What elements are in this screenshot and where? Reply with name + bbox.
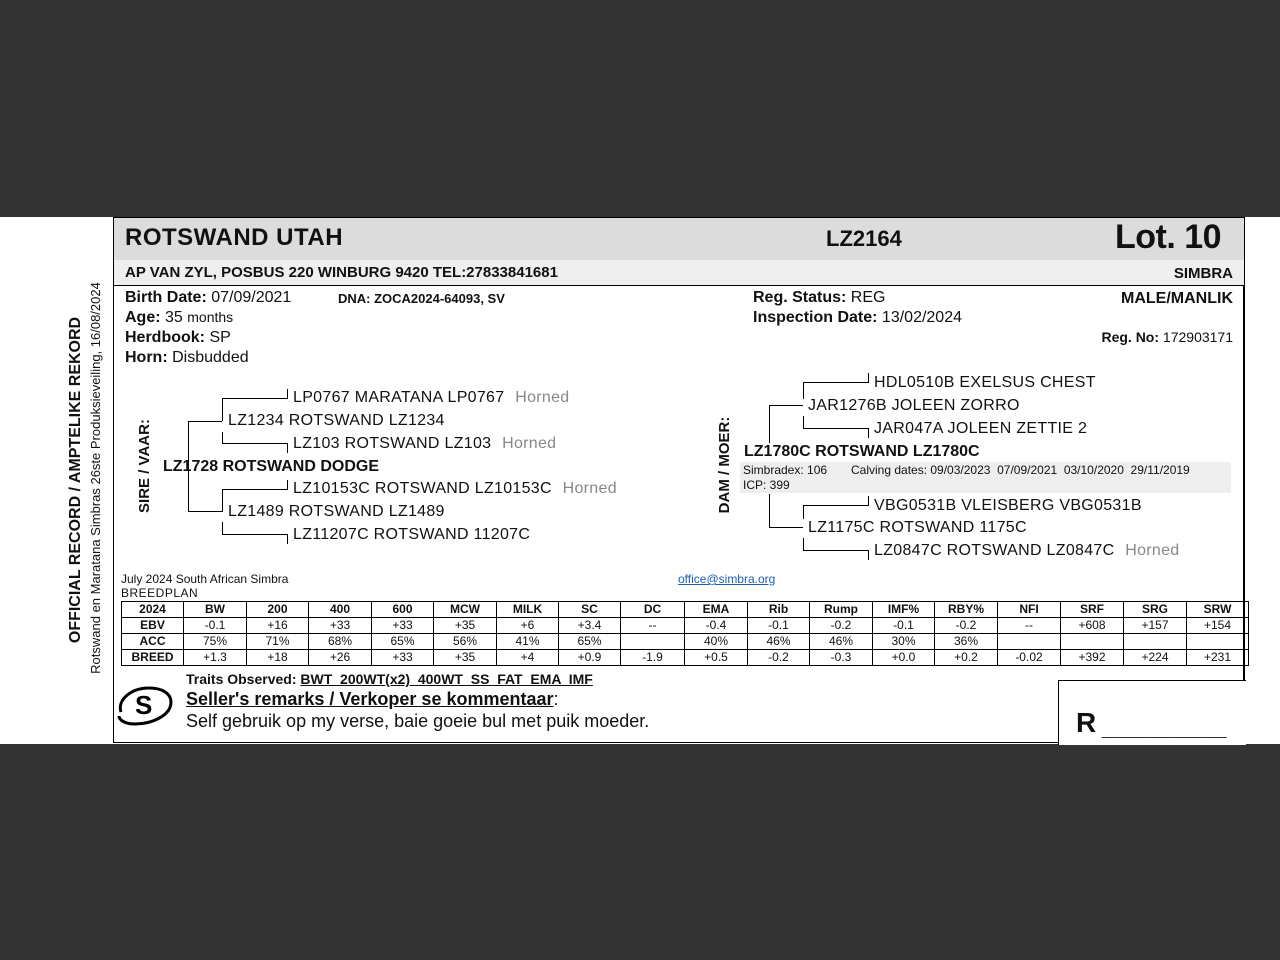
seller-remarks-text: Self gebruik op my verse, baie goeie bul met puik moeder.	[186, 711, 650, 731]
dds-bracket-h	[803, 505, 869, 506]
inspection-date-value: 13/02/2024	[881, 309, 962, 326]
dss-bracket-h	[803, 382, 869, 383]
sire-dam-sire	[293, 480, 617, 498]
ebv-header-cell: MCW	[434, 602, 497, 618]
dam-label: DAM / MOER:	[716, 416, 733, 514]
ebv-cell: 65%	[372, 634, 434, 650]
logo-letter: S	[135, 690, 153, 720]
ebv-cell: -0.2	[810, 618, 873, 634]
ss-bracket-top-tick	[287, 389, 288, 399]
traits-observed	[186, 671, 593, 687]
dna-info: DNA: ZOCA2024-64093, SV	[338, 291, 505, 306]
ssd-bracket-tick	[287, 443, 288, 453]
sire-sire-sire	[293, 389, 570, 407]
horn-value: Disbudded	[172, 349, 249, 366]
birth-date	[125, 289, 291, 307]
dsd-bracket-h	[803, 428, 869, 429]
dam-dam-dam	[874, 542, 1180, 560]
sex: MALE/MANLIK	[1121, 290, 1233, 307]
age-unit: months	[187, 309, 234, 325]
ebv-cell	[998, 634, 1061, 650]
sds-bracket-tick	[287, 480, 288, 490]
ebv-cell: +33	[372, 650, 434, 666]
age	[125, 309, 233, 327]
age-label: Age:	[125, 309, 161, 326]
lot-number: Lot. 10	[1115, 218, 1222, 256]
ebv-cell: -0.02	[998, 650, 1061, 666]
ebv-cell: --	[621, 618, 685, 634]
birth-date-value: 07/09/2021	[211, 289, 292, 306]
ebv-cell: -0.3	[810, 650, 873, 666]
dam-simbradex: Simbradex: 106	[743, 463, 828, 477]
ds-bracket-v	[769, 405, 770, 443]
reg-status-value: REG	[850, 289, 886, 306]
animal-name: ROTSWAND UTAH	[125, 224, 344, 251]
dss-bracket-tick	[868, 373, 869, 383]
age-value: 35	[165, 309, 183, 326]
signature-line[interactable]: ________________	[1102, 722, 1227, 738]
ebv-header-cell: SRF	[1061, 602, 1124, 618]
ebv-cell: +26	[309, 650, 372, 666]
sire-dam-dam: LZ11207C ROTSWAND 11207C	[293, 526, 531, 543]
dam-dam-sire: VBG0531B VLEISBERG VBG0531B	[874, 497, 1142, 514]
ebv-header-cell: SRG	[1124, 602, 1187, 618]
ddd-bracket-tick	[868, 550, 869, 560]
ebv-cell: +0.5	[685, 650, 748, 666]
ebv-cell: +35	[434, 650, 497, 666]
ssd-note: Horned	[502, 435, 557, 452]
ebv-cell: +224	[1124, 650, 1187, 666]
ebv-header-cell: SC	[559, 602, 621, 618]
ebv-source-breedplan: BREEDPLAN	[121, 586, 199, 600]
email-link[interactable]: office@simbra.org	[678, 572, 776, 586]
ebv-cell: +3.4	[559, 618, 621, 634]
ebv-header-cell: NFI	[998, 602, 1061, 618]
sire-sire-dam	[293, 435, 556, 453]
ebv-header-cell: BW	[184, 602, 247, 618]
ebv-cell: +33	[309, 618, 372, 634]
dds-bracket-v	[803, 505, 804, 519]
signature-letter: R	[1076, 707, 1097, 738]
ebv-cell: 41%	[497, 634, 559, 650]
ddd-note: Horned	[1125, 542, 1180, 559]
official-record-label: OFFICIAL RECORD / AMPTELIKE REKORD	[67, 316, 84, 644]
ebv-header-cell: 2024	[122, 602, 184, 618]
ebv-header-cell: 600	[372, 602, 434, 618]
ebv-cell: -0.2	[748, 650, 810, 666]
ebv-cell: -1.9	[621, 650, 685, 666]
acc-row	[122, 634, 1249, 650]
horn-label: Horn:	[125, 349, 168, 366]
seller-remarks-label: Seller's remarks / Verkoper se kommentaar	[186, 689, 554, 709]
ebv-row-header: ACC	[122, 634, 184, 650]
ebv-header-cell: Rump	[810, 602, 873, 618]
ebv-cell: -0.1	[873, 618, 935, 634]
reg-status-label: Reg. Status:	[753, 289, 847, 306]
sdd-bracket-h	[222, 534, 288, 535]
ddd-name: LZ0847C ROTSWAND LZ0847C	[874, 542, 1115, 559]
simbra-logo-icon	[115, 682, 175, 728]
ebv-header-cell: RBY%	[935, 602, 998, 618]
ebv-header-cell: IMF%	[873, 602, 935, 618]
ebv-cell: +16	[247, 618, 309, 634]
ebv-cell: -0.2	[935, 618, 998, 634]
ebv-cell: +18	[247, 650, 309, 666]
ebv-cell: -0.1	[184, 618, 247, 634]
sds-name: LZ10153C ROTSWAND LZ10153C	[293, 480, 552, 497]
ebv-cell: +157	[1124, 618, 1187, 634]
ssd-bracket-h	[222, 443, 288, 444]
ebv-cell: +6	[497, 618, 559, 634]
herdbook	[125, 329, 231, 347]
dam-icp: ICP: 399	[743, 478, 790, 492]
reg-number	[1101, 329, 1233, 345]
dam-sire-dam: JAR047A JOLEEN ZETTIE 2	[874, 420, 1088, 437]
ebv-cell: 75%	[184, 634, 247, 650]
ebv-header-cell: 400	[309, 602, 372, 618]
ss-bracket-top	[222, 398, 288, 399]
ebv-header-cell: 200	[247, 602, 309, 618]
seller-remarks-heading	[186, 689, 559, 710]
traits-label: Traits Observed:	[186, 671, 297, 687]
traits-value: BWT 200WT(x2) 400WT SS FAT EMA IMF	[300, 671, 593, 687]
seller-remarks-colon: :	[553, 689, 559, 709]
ebv-cell: 65%	[559, 634, 621, 650]
reg-status	[753, 289, 885, 307]
breed-name: SIMBRA	[1173, 265, 1233, 282]
ebv-cell: +35	[434, 618, 497, 634]
ebv-cell: +4	[497, 650, 559, 666]
dam-dam: LZ1175C ROTSWAND 1175C	[808, 519, 1027, 536]
ebv-cell: +0.2	[935, 650, 998, 666]
dss-bracket-v	[803, 382, 804, 399]
dds-bracket-tick	[868, 496, 869, 506]
ebv-row	[122, 618, 1249, 634]
herdbook-value: SP	[209, 329, 231, 346]
ebv-cell: +0.0	[873, 650, 935, 666]
ebv-table	[121, 601, 1249, 666]
ddd-bracket-h	[803, 550, 869, 551]
ebv-cell: 36%	[935, 634, 998, 650]
herdbook-label: Herdbook:	[125, 329, 205, 346]
dd-bracket-v	[769, 494, 770, 528]
ss-bracket-v	[222, 398, 223, 421]
inspection-date	[753, 309, 962, 327]
sire-dam: LZ1489 ROTSWAND LZ1489	[228, 503, 445, 520]
dsd-bracket-tick	[868, 428, 869, 438]
ebv-row-header: BREED	[122, 650, 184, 666]
ebv-cell: 71%	[247, 634, 309, 650]
ebv-cell: 46%	[748, 634, 810, 650]
ebv-cell: 40%	[685, 634, 748, 650]
ebv-header-cell: EMA	[685, 602, 748, 618]
dam-sire: JAR1276B JOLEEN ZORRO	[808, 397, 1020, 414]
ebv-row-header: EBV	[122, 618, 184, 634]
reg-number-label: Reg. No:	[1101, 329, 1160, 345]
ebv-cell: +154	[1187, 618, 1249, 634]
ebv-cell: -0.4	[685, 618, 748, 634]
ds-bracket-h	[769, 405, 803, 406]
sds-bracket-h	[222, 489, 288, 490]
ebv-header-cell: SRW	[1187, 602, 1249, 618]
sale-name-label: Rotswand en Maratana Simbras 26ste Produksieveiling, 16/08/2024	[88, 282, 103, 674]
inspection-date-label: Inspection Date:	[753, 309, 878, 326]
sire-bracket-bottom	[188, 511, 222, 512]
ssd-name: LZ103 ROTSWAND LZ103	[293, 435, 492, 452]
ebv-cell: +33	[372, 618, 434, 634]
ebv-cell: --	[998, 618, 1061, 634]
ebv-cell: +392	[1061, 650, 1124, 666]
dam-calving-dates: Calving dates: 09/03/2023 07/09/2021 03/10/2020 29/11/2019	[851, 463, 1190, 477]
sire-label: SIRE / VAAR:	[136, 419, 153, 513]
sss-name: LP0767 MARATANA LP0767	[293, 389, 505, 406]
ebv-cell: 30%	[873, 634, 935, 650]
ebv-cell: +608	[1061, 618, 1124, 634]
ebv-cell	[1061, 634, 1124, 650]
ebv-source: July 2024 South African Simbra	[121, 572, 289, 586]
ebv-cell	[1124, 634, 1187, 650]
breeder-info: AP VAN ZYL, POSBUS 220 WINBURG 9420 TEL:27833841681	[125, 264, 558, 281]
sd-bracket-v	[222, 489, 223, 512]
ebv-cell	[1187, 634, 1249, 650]
ebv-cell: -0.1	[748, 618, 810, 634]
dd-bracket-h	[769, 527, 803, 528]
ebv-cell: +0.9	[559, 650, 621, 666]
ebv-header-row	[122, 602, 1249, 618]
ebv-header-cell: MILK	[497, 602, 559, 618]
animal-id: LZ2164	[826, 226, 902, 251]
birth-date-label: Birth Date:	[125, 289, 207, 306]
ebv-cell: 56%	[434, 634, 497, 650]
ebv-cell: 46%	[810, 634, 873, 650]
ebv-header-cell: DC	[621, 602, 685, 618]
dam-sire-sire: HDL0510B EXELSUS CHEST	[874, 374, 1096, 391]
sire-bracket-top	[188, 421, 222, 422]
ebv-header-cell: Rib	[748, 602, 810, 618]
reg-number-value: 172903171	[1162, 329, 1233, 345]
sds-note: Horned	[562, 480, 617, 497]
sire-sire: LZ1234 ROTSWAND LZ1234	[228, 412, 445, 429]
ebv-cell	[621, 634, 685, 650]
ebv-cell: 68%	[309, 634, 372, 650]
ebv-cell: +1.3	[184, 650, 247, 666]
sss-note: Horned	[515, 389, 570, 406]
sdd-bracket-tick	[287, 534, 288, 544]
ebv-cell: +231	[1187, 650, 1249, 666]
dam-name: LZ1780C ROTSWAND LZ1780C	[744, 443, 980, 460]
breed-row	[122, 650, 1249, 666]
horn	[125, 349, 249, 367]
sire-name: LZ1728 ROTSWAND DODGE	[163, 458, 380, 475]
